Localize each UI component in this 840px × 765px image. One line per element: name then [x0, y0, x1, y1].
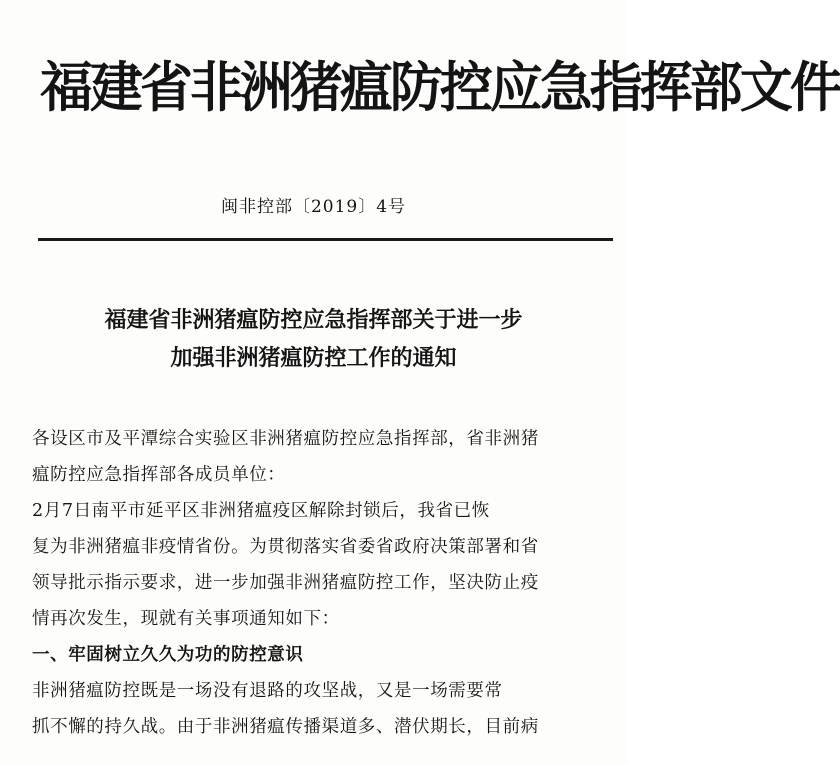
- body-line-addressees-cont: 瘟防控应急指挥部各成员单位：: [32, 465, 286, 485]
- document-header-title: 福建省非洲猪瘟防控应急指挥部文件: [40, 56, 840, 119]
- header-divider: [38, 238, 613, 241]
- document-number: 闽非控部〔2019〕4号: [220, 197, 407, 217]
- body-line-addressees: 各设区市及平潭综合实验区非洲猪瘟防控应急指挥部，省非洲猪: [32, 429, 539, 449]
- section-heading-1: 一、牢固树立久久为功的防控意识: [32, 645, 304, 665]
- body-line-paragraph-1: 领导批示指示要求，进一步加强非洲猪瘟防控工作，坚决防止疫: [32, 573, 539, 593]
- notice-title-line-1: 福建省非洲猪瘟防控应急指挥部关于进一步: [104, 308, 523, 333]
- body-line-paragraph-2: 非洲猪瘟防控既是一场没有退路的攻坚战，又是一场需要常: [32, 681, 503, 701]
- body-line-paragraph-2: 抓不懈的持久战。由于非洲猪瘟传播渠道多、潜伏期长，目前病: [32, 717, 539, 737]
- body-line-paragraph-1: 情再次发生，现就有关事项通知如下：: [32, 609, 340, 629]
- body-line-paragraph-1: 复为非洲猪瘟非疫情省份。为贯彻落实省委省政府决策部署和省: [32, 537, 539, 557]
- notice-title-line-2: 加强非洲猪瘟防控工作的通知: [170, 346, 457, 371]
- body-line-paragraph-1: 2月7日南平市延平区非洲猪瘟疫区解除封锁后，我省已恢: [32, 501, 490, 521]
